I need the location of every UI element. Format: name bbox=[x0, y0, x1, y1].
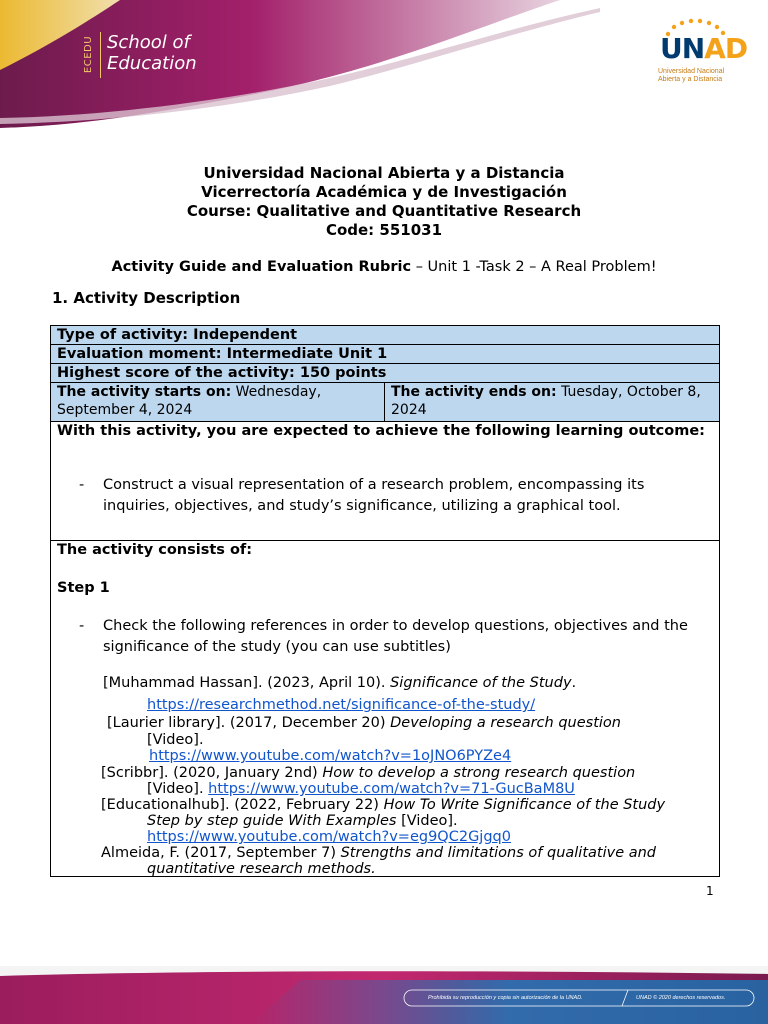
type-of-activity: Type of activity: Independent bbox=[51, 326, 719, 345]
school-of-education-logo: School of Education bbox=[107, 32, 197, 74]
activity-consists bbox=[51, 541, 719, 876]
course-code: Code: 551031 bbox=[325, 221, 443, 239]
outcome-bullet: - Construct a visual representation of a research problem, encompassing its inquiries, objectives, and study’s significance, utilizing a graphical tool. bbox=[79, 477, 645, 514]
learning-outcome bbox=[51, 422, 719, 541]
footer-copyright-notice: Prohibida su reproducción y copia sin autorización de la UNAD. bbox=[428, 995, 583, 1001]
reference-item: [Video]. bbox=[147, 732, 204, 748]
vice-rectory: Vicerrectoría Académica y de Investigación bbox=[201, 183, 567, 201]
activity-dates bbox=[51, 383, 719, 422]
evaluation-moment: Evaluation moment: Intermediate Unit 1 bbox=[51, 345, 719, 364]
course-name: Course: Qualitative and Quantitative Research bbox=[186, 202, 582, 220]
reference-item: Step by step guide With Examples [Video]. bbox=[147, 813, 458, 829]
footer-rights: UNAD © 2020 derechos reservados. bbox=[636, 995, 726, 1001]
reference-link[interactable]: https://www.youtube.com/watch?v=1oJNO6PYZe4 bbox=[149, 748, 512, 764]
reference-item: quantitative research methods. bbox=[147, 861, 376, 877]
step-bullet: - Check the following references in order to develop questions, objectives and the significance of the study (you can use subtitles) bbox=[79, 618, 688, 655]
divider bbox=[100, 32, 101, 78]
university-name: Universidad Nacional Abierta y a Distancia bbox=[203, 164, 565, 182]
unad-logo: UNAD Universidad Nacional Abierta y a Distancia bbox=[658, 20, 748, 90]
document-titles bbox=[0, 164, 768, 240]
reference-item: [Muhammad Hassan]. (2023, April 10). Significance of the Study. bbox=[103, 675, 577, 691]
consists-heading: The activity consists of: bbox=[57, 542, 253, 558]
activity-table bbox=[50, 325, 720, 877]
outcome-heading: With this activity, you are expected to achieve the following learning outcome: bbox=[57, 423, 705, 439]
reference-link[interactable]: https://www.youtube.com/watch?v=eg9QC2Gjgq0 bbox=[147, 829, 511, 845]
reference-link[interactable]: https://www.youtube.com/watch?v=71-GucBaM8U bbox=[208, 781, 575, 797]
end-date: The activity ends on: Tuesday, October 8, 2024 bbox=[391, 384, 701, 418]
start-date: The activity starts on: Wednesday, September 4, 2024 bbox=[51, 383, 385, 421]
reference-item: [Scribbr]. (2020, January 2nd) How to develop a strong research question bbox=[101, 765, 636, 781]
reference-link[interactable]: https://researchmethod.net/significance-of-the-study/ bbox=[147, 697, 536, 713]
guide-title: Activity Guide and Evaluation Rubric – Unit 1 -Task 2 – A Real Problem! bbox=[111, 259, 657, 275]
reference-item: [Educationalhub]. (2022, February 22) How To Write Significance of the Study bbox=[101, 797, 666, 813]
section-title: 1. Activity Description bbox=[52, 289, 241, 307]
ecedu-label: ECEDU bbox=[83, 35, 95, 74]
step-heading: Step 1 bbox=[57, 580, 110, 596]
highest-score: Highest score of the activity: 150 points bbox=[51, 364, 719, 383]
reference-item: Almeida, F. (2017, September 7) Strengths and limitations of qualitative and bbox=[101, 845, 657, 861]
reference-item: [Video]. https://www.youtube.com/watch?v=71-GucBaM8U bbox=[147, 781, 575, 797]
page-number: 1 bbox=[706, 884, 714, 898]
reference-item: [Laurier library]. (2017, December 20) Developing a research question bbox=[107, 715, 621, 731]
